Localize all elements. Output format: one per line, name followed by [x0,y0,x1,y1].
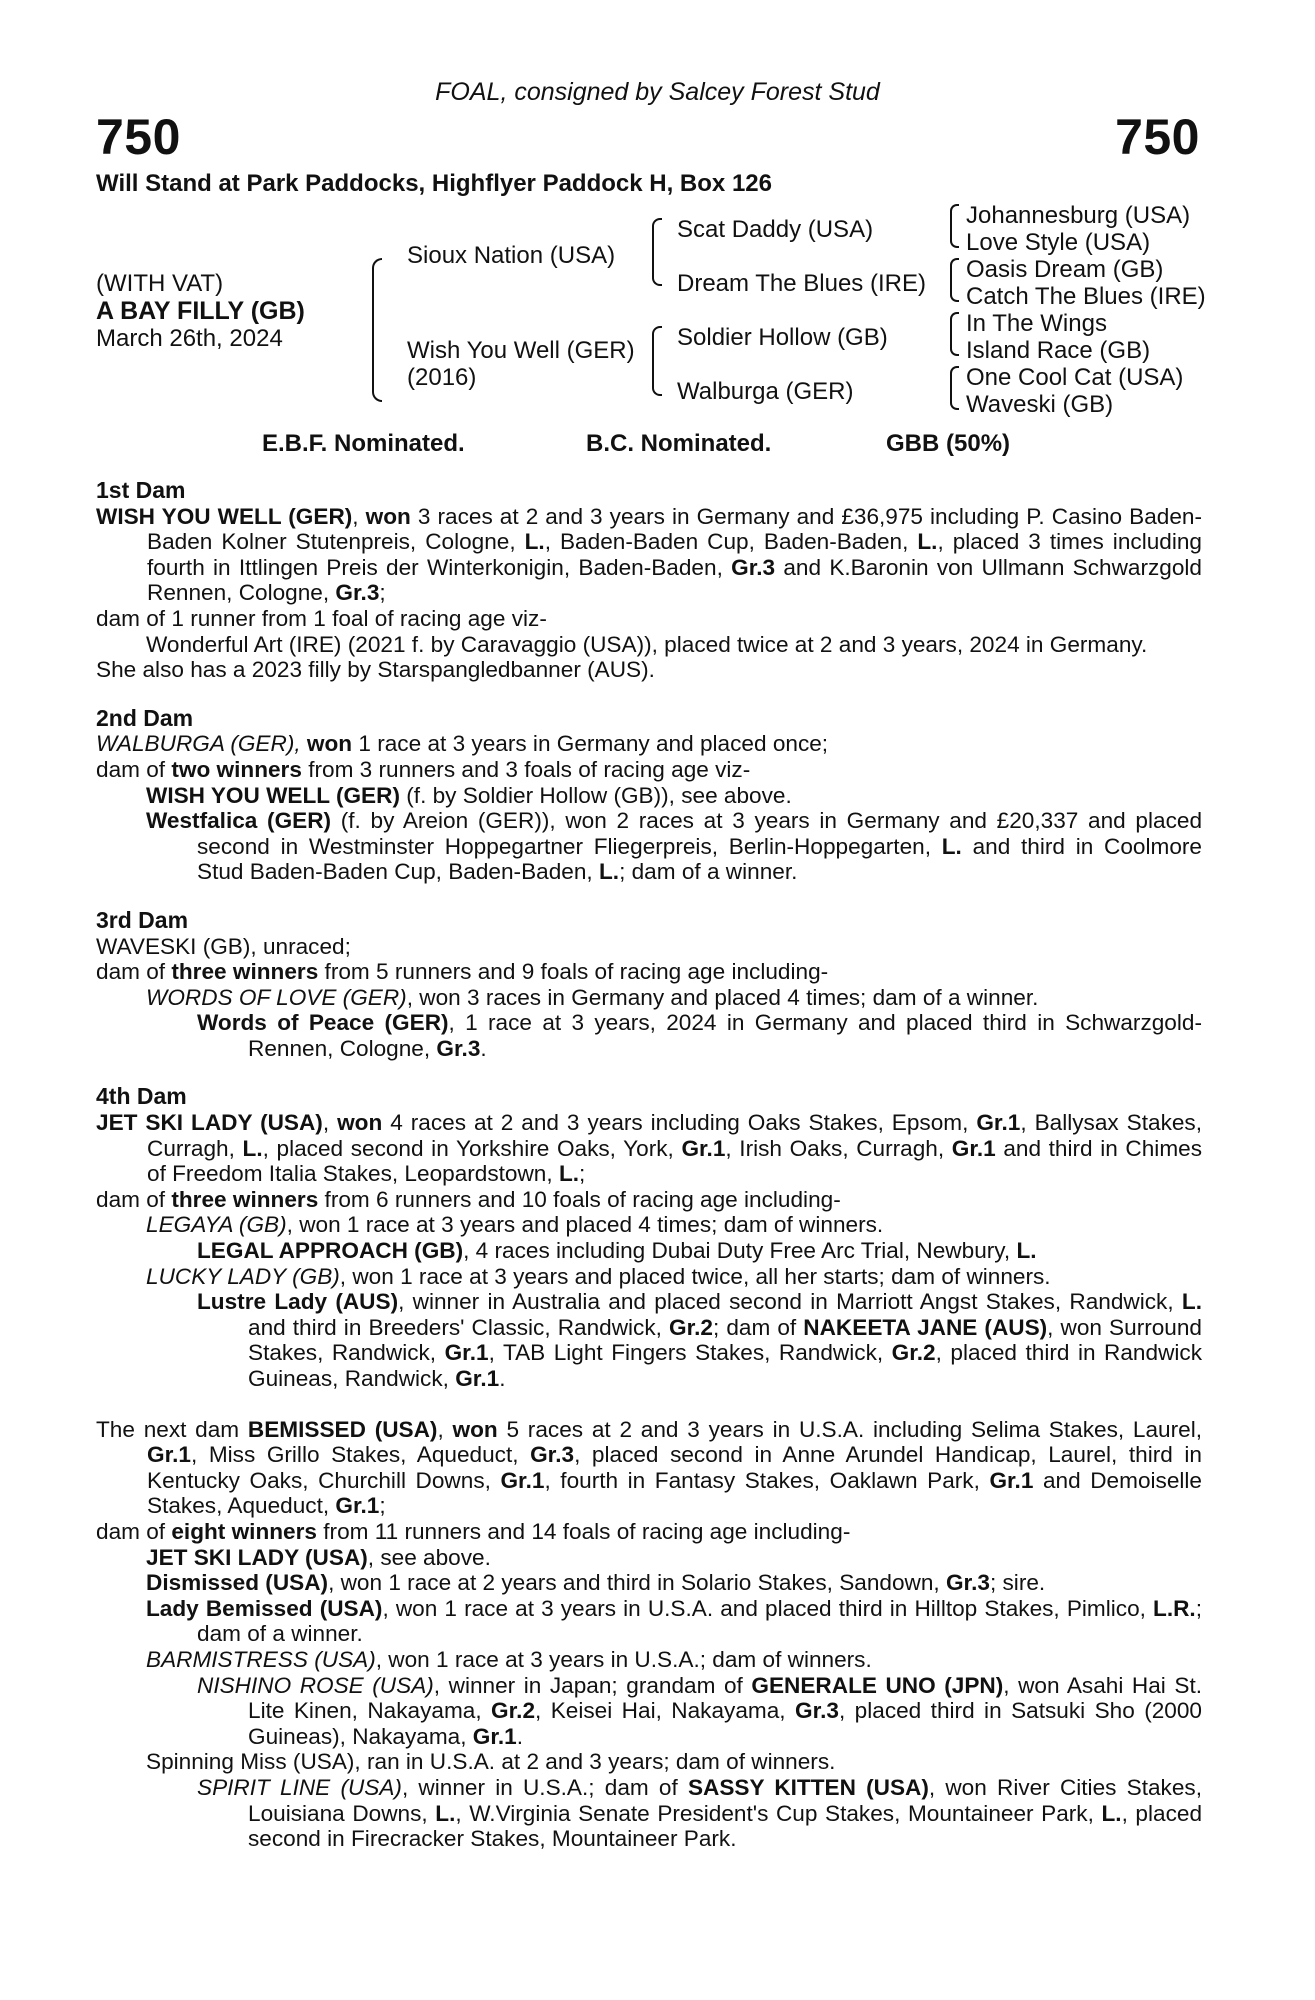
gen3-ssd: Love Style (USA) [966,229,1151,256]
gen3-sds: Oasis Dream (GB) [966,256,1164,283]
produce-wish-you-well: WISH YOU WELL (GER) (f. by Soldier Hollow (GB)), see above. [146,782,792,808]
gen3-dds: One Cool Cat (USA) [966,364,1184,391]
sire-name: Sioux Nation (USA) [407,242,616,269]
produce-wonderful-art: Wonderful Art (IRE) (2021 f. by Caravaggio (USA)), placed twice at 2 and 3 years, 2024 in Germany. [146,631,1148,657]
produce-barmistress: BARMISTRESS (USA), won 1 race at 3 years in U.S.A.; dam of winners. [146,1646,872,1672]
first-dam-produce-summary: dam of 1 runner from 1 foal of racing age viz- [96,605,547,631]
produce-words-of-love: WORDS OF LOVE (GER), won 3 races in Germany and placed 4 times; dam of a winner. [146,984,1039,1010]
vat-label: (WITH VAT) [96,270,224,297]
consignor-line: FOAL, consigned by Salcey Forest Stud [435,78,880,106]
section-title-2nd-dam: 2nd Dam [96,704,194,731]
bc-nomination: B.C. Nominated. [586,430,772,457]
section-title-3rd-dam: 3rd Dam [96,906,189,933]
sire-dam: Dream The Blues (IRE) [677,270,926,297]
brace-dd [950,366,959,410]
first-dam-record: WISH YOU WELL (GER), won 3 races at 2 and 3 years in Germany and £36,975 including P. Casino Baden-Baden Kolner Stutenpreis, Cologne, L., Baden-Baden Cup, Baden-Baden, L., placed 3 times including fourth in Ittlingen Preis der Winterkonigin, Baden-Baden, Gr.3 and K.Baronin von Ullmann Schwarzgold Rennen, Cologne, Gr.3; [96,503,1203,606]
section-title-1st-dam: 1st Dam [96,477,186,503]
produce-legal-approach: LEGAL APPROACH (GB), 4 races including Dubai Duty Free Arc Trial, Newbury, L. [197,1238,1037,1264]
produce-nishino-rose: NISHINO ROSE (USA), winner in Japan; grandam of GENERALE UNO (JPN), won Asahi Hai St. Lite Kinen, Nakayama, Gr.2, Keisei Hai, Nakayama, Gr.3, placed third in Satsuki Sho (2000 Guineas), Nakayama, Gr.1. [197,1672,1203,1749]
produce-spirit-line: SPIRIT LINE (USA), winner in U.S.A.; dam of SASSY KITTEN (USA), won River Cities Stakes, Louisiana Downs, L., W.Virginia Senate President's Cup Stakes, Mountaineer Park, L., placed second in Firecracker Stakes, Mountaineer Park. [197,1774,1203,1852]
fourth-dam-produce-summary: dam of three winners from 6 runners and 10 foals of racing age including- [96,1186,841,1212]
gen3-ddd: Waveski (GB) [966,391,1114,418]
dam-sire: Soldier Hollow (GB) [677,324,888,351]
produce-lustre-lady: Lustre Lady (AUS), winner in Australia and placed second in Marriott Angst Stakes, Randwick, L. and third in Breeders' Classic, Randwick, Gr.2; dam of NAKEETA JANE (AUS), won Surround Stakes, Randwick, Gr.1, TAB Light Fingers Stakes, Randwick, Gr.2, placed third in Randwick Guineas, Randwick, Gr.1. [197,1289,1203,1391]
brace-ss [950,204,959,248]
produce-words-of-peace: Words of Peace (GER), 1 race at 3 years, 2024 in Germany and placed third in Schwarzgold-Rennen, Cologne, Gr.3. [197,1010,1202,1061]
gbb-percentage: GBB (50%) [886,430,1011,457]
third-dam-produce-summary: dam of three winners from 5 runners and 9 foals of racing age including- [96,959,829,985]
produce-lucky-lady: LUCKY LADY (GB), won 1 race at 3 years and placed twice, all her starts; dam of winners. [146,1263,1051,1289]
brace-sd [950,258,959,302]
second-dam-produce-summary: dam of two winners from 3 runners and 3 foals of racing age viz- [96,756,751,782]
lot-number-left: 750 [96,109,181,165]
produce-lady-bemissed: Lady Bemissed (USA), won 1 race at 3 years in U.S.A. and placed third in Hilltop Stakes, Pimlico, L.R.; dam of a winner. [146,1595,1202,1647]
gen3-sss: Johannesburg (USA) [966,202,1191,229]
lot-number-right: 750 [1115,109,1200,165]
brace-sire-dam [372,258,382,402]
ebf-nomination: E.B.F. Nominated. [262,430,465,457]
third-dam-record: WAVESKI (GB), unraced; [96,933,351,959]
sire-sire: Scat Daddy (USA) [677,216,874,243]
brace-dam-parents [652,326,662,396]
first-dam-note: She also has a 2023 filly by Starspangledbanner (AUS). [96,657,655,683]
catalogue-body [96,478,1202,1852]
produce-legaya: LEGAYA (GB), won 1 race at 3 years and placed 4 times; dam of winners. [146,1212,884,1238]
second-dam-record: WALBURGA (GER), won 1 race at 3 years in Germany and placed once; [96,731,829,757]
brace-sire-parents [652,218,662,286]
gen3-dsd: Island Race (GB) [966,337,1151,364]
fourth-dam-record: JET SKI LADY (USA), won 4 races at 2 and 3 years including Oaks Stakes, Epsom, Gr.1, Ballysax Stakes, Curragh, L., placed second in Yorkshire Oaks, York, Gr.1, Irish Oaks, Curragh, Gr.1 and third in Chimes of Freedom Italia Stakes, Leopardstown, L.; [96,1110,1203,1187]
dam-year: (2016) [407,364,477,391]
gen3-sdd: Catch The Blues (IRE) [966,283,1206,310]
produce-jet-ski-lady: JET SKI LADY (USA), see above. [146,1544,491,1570]
dam-name: Wish You Well (GER) [407,337,635,364]
produce-westfalica: Westfalica (GER) (f. by Areion (GER)), won 2 races at 3 years in Germany and £20,337 and placed second in Westminster Hoppegartner Fliegerpreis, Berlin-Hoppegarten, L. and third in Coolmore Stud Baden-Baden Cup, Baden-Baden, L.; dam of a winner. [146,808,1203,885]
section-title-4th-dam: 4th Dam [96,1083,187,1110]
next-dam-record: The next dam BEMISSED (USA), won 5 races at 2 and 3 years in U.S.A. including Selima Stakes, Laurel, Gr.1, Miss Grillo Stakes, Aqueduct, Gr.3, placed second in Anne Arundel Handicap, Laurel, third in Kentucky Oaks, Churchill Downs, Gr.1, fourth in Fantasy Stakes, Oaklawn Park, Gr.1 and Demoiselle Stakes, Aqueduct, Gr.1; [96,1416,1203,1519]
stand-location: Will Stand at Park Paddocks, Highflyer Paddock H, Box 126 [96,170,772,197]
gen3-dss: In The Wings [966,310,1107,337]
horse-dob: March 26th, 2024 [96,325,283,352]
dam-dam: Walburga (GER) [677,378,854,405]
next-dam-produce-summary: dam of eight winners from 11 runners and 14 foals of racing age including- [96,1518,851,1544]
produce-dismissed: Dismissed (USA), won 1 race at 2 years and third in Solario Stakes, Sandown, Gr.3; sire. [146,1570,1046,1596]
brace-ds [950,312,959,356]
produce-spinning-miss: Spinning Miss (USA), ran in U.S.A. at 2 and 3 years; dam of winners. [146,1749,836,1775]
horse-name: A BAY FILLY (GB) [96,297,305,325]
